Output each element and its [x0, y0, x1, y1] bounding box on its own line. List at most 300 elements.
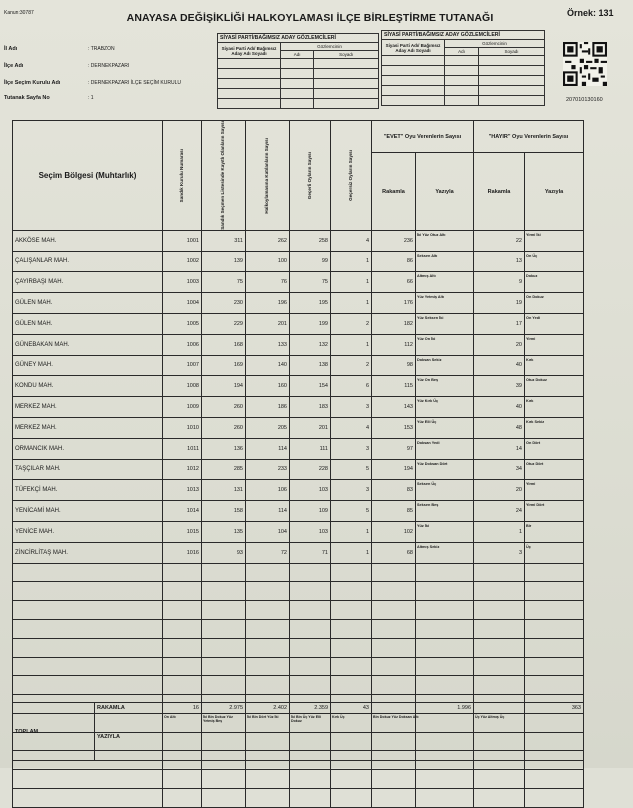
hayir-count: 40: [474, 397, 525, 418]
evet-text: Yüz Seksen İki: [416, 313, 474, 334]
empty-cell: [163, 563, 202, 582]
gecerli-count: 103: [290, 521, 331, 542]
gecersiz-count: 1: [331, 272, 372, 293]
table-row: [13, 313, 584, 334]
sandik-number: 1014: [163, 501, 202, 522]
region-name: ZİNCİRLİTAŞ MAH.: [13, 542, 163, 563]
gecersiz-count: 5: [331, 459, 372, 480]
sandik-number: 1002: [163, 251, 202, 272]
empty-cell: [246, 676, 290, 695]
empty-cell: [163, 638, 202, 657]
table-row: [13, 376, 584, 397]
kayitli-count: 168: [202, 334, 246, 355]
empty-cell: [202, 676, 246, 695]
empty-cell: [13, 638, 163, 657]
ornek-number: Örnek: 131: [567, 8, 614, 18]
evet-count: 102: [372, 521, 416, 542]
empty-cell: [246, 638, 290, 657]
hayir-count: 34: [474, 459, 525, 480]
empty-cell: [290, 563, 331, 582]
hayir-text: Kırk: [525, 355, 584, 376]
katilan-count: 114: [246, 438, 290, 459]
katilan-count: 114: [246, 501, 290, 522]
empty-cell: [331, 657, 372, 676]
hayir-count: 17: [474, 313, 525, 334]
kayitli-count: 285: [202, 459, 246, 480]
kayitli-count: 260: [202, 417, 246, 438]
hayir-count: 20: [474, 480, 525, 501]
empty-cell: [163, 789, 202, 808]
gecersiz-count: 1: [331, 293, 372, 314]
empty-cell: [331, 638, 372, 657]
kayitli-count: 93: [202, 542, 246, 563]
evet-text: Altmış Altı: [416, 272, 474, 293]
hayir-text: Yirmi: [525, 334, 584, 355]
evet-text: Yüz Elli Üç: [416, 417, 474, 438]
empty-cell: [246, 770, 290, 789]
evet-count: 236: [372, 230, 416, 251]
gecersiz-count: 4: [331, 230, 372, 251]
katilan-count: 186: [246, 397, 290, 418]
empty-cell: [290, 619, 331, 638]
observer-table-1: [217, 33, 379, 109]
empty-cell: [474, 657, 525, 676]
gecersiz-count: 3: [331, 480, 372, 501]
evet-text: İki Yüz Otuz Altı: [416, 230, 474, 251]
total-gecerli-yazi: İki Bin Üç Yüz Elli Dokuz: [290, 714, 331, 761]
empty-cell: [202, 563, 246, 582]
region-name: ORMANCIK MAH.: [13, 438, 163, 459]
empty-cell: [525, 601, 584, 620]
empty-cell: [202, 601, 246, 620]
empty-cell: [474, 563, 525, 582]
hayir-text: Dokuz: [525, 272, 584, 293]
gecerli-count: 99: [290, 251, 331, 272]
empty-row: [13, 563, 584, 582]
katilan-count: 106: [246, 480, 290, 501]
total-katilan: 2.402: [246, 703, 290, 714]
katilan-count: 233: [246, 459, 290, 480]
empty-row: [13, 619, 584, 638]
empty-cell: [202, 770, 246, 789]
empty-cell: [474, 676, 525, 695]
field-label-il: İl Adı: [4, 46, 18, 52]
col-evet-yaziyla: Yazıyla: [416, 153, 474, 230]
empty-cell: [246, 619, 290, 638]
empty-cell: [525, 619, 584, 638]
empty-cell: [246, 563, 290, 582]
hayir-text: Otuz Dört: [525, 459, 584, 480]
hayir-text: On Yedi: [525, 313, 584, 334]
evet-count: 143: [372, 397, 416, 418]
table-row: [13, 251, 584, 272]
col-evet-rakamla: Rakamla: [372, 153, 416, 230]
kayitli-count: 229: [202, 313, 246, 334]
field-value-sayfa: : 1: [88, 95, 94, 101]
table-row: [13, 459, 584, 480]
region-name: MERKEZ MAH.: [13, 397, 163, 418]
empty-cell: [331, 770, 372, 789]
field-value-il: : TRABZON: [88, 46, 115, 52]
empty-cell: [331, 676, 372, 695]
observer-col-adi: Adı: [281, 51, 314, 59]
gecersiz-count: 2: [331, 313, 372, 334]
empty-cell: [290, 657, 331, 676]
kayitli-count: 311: [202, 230, 246, 251]
sandik-number: 1013: [163, 480, 202, 501]
empty-row: [13, 657, 584, 676]
empty-cell: [13, 563, 163, 582]
katilan-count: 72: [246, 542, 290, 563]
table-row: [13, 230, 584, 251]
hayir-count: 14: [474, 438, 525, 459]
gecerli-count: 109: [290, 501, 331, 522]
hayir-text: Kırk Sekiz: [525, 417, 584, 438]
empty-cell: [290, 582, 331, 601]
empty-cell: [372, 657, 416, 676]
total-sandik: 16: [163, 703, 202, 714]
evet-count: 68: [372, 542, 416, 563]
empty-cell: [331, 619, 372, 638]
kayitli-count: 131: [202, 480, 246, 501]
region-name: ÇAYIRBAŞI MAH.: [13, 272, 163, 293]
observer-col-group-2: Gözlemcinin: [445, 40, 545, 48]
hayir-text: Kırk: [525, 397, 584, 418]
empty-cell: [474, 582, 525, 601]
evet-count: 86: [372, 251, 416, 272]
empty-cell: [416, 657, 474, 676]
total-hayir-yazi: Üç Yüz Altmış Üç: [474, 714, 584, 761]
hayir-text: Yirmi: [525, 480, 584, 501]
gecersiz-count: 1: [331, 521, 372, 542]
empty-cell: [331, 582, 372, 601]
col-region-header: Seçim Bölgesi (Muhtarlık): [13, 121, 163, 231]
total-gecersiz: 43: [331, 703, 372, 714]
field-label-kurul: İlçe Seçim Kurulu Adı: [4, 80, 61, 86]
field-value-kurul: : DERNEKPAZARI İLÇE SEÇİM KURULU: [88, 80, 181, 86]
empty-row: [13, 582, 584, 601]
hayir-count: 22: [474, 230, 525, 251]
sandik-number: 1004: [163, 293, 202, 314]
gecersiz-count: 1: [331, 542, 372, 563]
empty-cell: [246, 582, 290, 601]
observer-table-2: [381, 30, 545, 106]
empty-cell: [525, 770, 584, 789]
col-hayir-header: "HAYIR" Oyu Verenlerin Sayısı: [474, 121, 584, 153]
evet-text: Yüz Kırk Üç: [416, 397, 474, 418]
table-row: [13, 293, 584, 314]
region-name: ÇALIŞANLAR MAH.: [13, 251, 163, 272]
empty-cell: [474, 770, 525, 789]
gecerli-count: 199: [290, 313, 331, 334]
sandik-number: 1011: [163, 438, 202, 459]
evet-text: Yüz İki: [416, 521, 474, 542]
evet-count: 194: [372, 459, 416, 480]
empty-cell: [13, 601, 163, 620]
evet-count: 98: [372, 355, 416, 376]
observer-col-adi-2: Adı: [445, 48, 479, 56]
empty-cell: [13, 676, 163, 695]
empty-cell: [474, 601, 525, 620]
empty-cell: [163, 770, 202, 789]
sandik-number: 1009: [163, 397, 202, 418]
region-name: TAŞÇILAR MAH.: [13, 459, 163, 480]
table-row: [13, 272, 584, 293]
katilan-count: 104: [246, 521, 290, 542]
empty-cell: [331, 601, 372, 620]
toplam-label: TOPLAM: [13, 703, 95, 761]
empty-cell: [202, 657, 246, 676]
gecersiz-count: 3: [331, 438, 372, 459]
empty-cell: [416, 638, 474, 657]
observer-col-group: Gözlemcinin: [281, 43, 379, 51]
col-katilan-header: Halkoylamasına Katılanların Sayısı: [264, 137, 270, 214]
empty-cell: [163, 657, 202, 676]
gecersiz-count: 6: [331, 376, 372, 397]
kayitli-count: 230: [202, 293, 246, 314]
empty-cell: [290, 638, 331, 657]
empty-row: [13, 770, 584, 789]
evet-count: 176: [372, 293, 416, 314]
gecerli-count: 132: [290, 334, 331, 355]
evet-count: 153: [372, 417, 416, 438]
empty-row: [13, 676, 584, 695]
empty-cell: [372, 789, 416, 808]
empty-cell: [372, 582, 416, 601]
hayir-count: 40: [474, 355, 525, 376]
empty-cell: [525, 676, 584, 695]
empty-cell: [202, 789, 246, 808]
katilan-count: 201: [246, 313, 290, 334]
empty-cell: [525, 638, 584, 657]
total-sandik-yazi: On Altı: [163, 714, 202, 761]
table-row: [13, 480, 584, 501]
region-name: GÜLEN MAH.: [13, 293, 163, 314]
gecersiz-count: 1: [331, 334, 372, 355]
katilan-count: 100: [246, 251, 290, 272]
sandik-number: 1015: [163, 521, 202, 542]
empty-cell: [525, 563, 584, 582]
gecerli-count: 183: [290, 397, 331, 418]
evet-count: 83: [372, 480, 416, 501]
region-name: GÜNEBAKAN MAH.: [13, 334, 163, 355]
hayir-text: Yirmi İki: [525, 230, 584, 251]
empty-cell: [372, 601, 416, 620]
hayir-text: Otuz Dokuz: [525, 376, 584, 397]
kayitli-count: 158: [202, 501, 246, 522]
evet-count: 66: [372, 272, 416, 293]
region-name: YENİCE MAH.: [13, 521, 163, 542]
total-kayitli-yazi: İki Bin Dokuz Yüz Yetmiş Beş: [202, 714, 246, 761]
col-kayitli-header: Sandık Seçmen Listesinde Kayıtlı Olanların Sayısı: [220, 121, 226, 230]
empty-cell: [416, 563, 474, 582]
hayir-count: 1: [474, 521, 525, 542]
observer-col-party-2: Siyasi Parti Adı/ Bağımsız Aday Adı Soyadı: [382, 40, 445, 56]
total-evet: 1.996: [372, 703, 474, 714]
evet-count: 112: [372, 334, 416, 355]
table-row: [13, 355, 584, 376]
hayir-count: 39: [474, 376, 525, 397]
col-hayir-rakamla: Rakamla: [474, 153, 525, 230]
hayir-text: Yirmi Dört: [525, 501, 584, 522]
field-value-ilce: : DERNEKPAZARI: [88, 63, 130, 69]
empty-cell: [290, 601, 331, 620]
empty-cell: [416, 789, 474, 808]
empty-cell: [372, 563, 416, 582]
qr-code-icon: [563, 42, 607, 86]
total-evet-yazi: Bin Dokuz Yüz Doksan Altı: [372, 714, 474, 761]
evet-text: Altmış Sekiz: [416, 542, 474, 563]
sandik-number: 1010: [163, 417, 202, 438]
evet-text: Seksen Beş: [416, 501, 474, 522]
hayir-text: Bir: [525, 521, 584, 542]
table-row: [13, 438, 584, 459]
empty-cell: [372, 638, 416, 657]
observer-title: SİYASİ PARTİ/BAĞIMSIZ ADAY GÖZLEMCİLERİ: [218, 34, 379, 43]
gecerli-count: 195: [290, 293, 331, 314]
table-row: [13, 417, 584, 438]
col-evet-header: "EVET" Oyu Verenlerin Sayısı: [372, 121, 474, 153]
empty-cell: [416, 676, 474, 695]
sandik-number: 1005: [163, 313, 202, 334]
empty-cell: [163, 619, 202, 638]
total-kayitli: 2.975: [202, 703, 246, 714]
field-label-sayfa: Tutanak Sayfa No: [4, 95, 50, 101]
kayitli-count: 135: [202, 521, 246, 542]
empty-cell: [246, 789, 290, 808]
observer-col-party: Siyasi Parti Adı/ Bağımsız Aday Adı Soyadı: [218, 43, 281, 59]
empty-cell: [372, 619, 416, 638]
empty-cell: [331, 789, 372, 808]
empty-cell: [290, 676, 331, 695]
empty-cell: [331, 563, 372, 582]
sandik-number: 1007: [163, 355, 202, 376]
region-name: YENİCAMİ MAH.: [13, 501, 163, 522]
kayitli-count: 136: [202, 438, 246, 459]
evet-count: 85: [372, 501, 416, 522]
evet-text: Doksan Sekiz: [416, 355, 474, 376]
hayir-count: 3: [474, 542, 525, 563]
region-name: MERKEZ MAH.: [13, 417, 163, 438]
empty-cell: [13, 619, 163, 638]
empty-cell: [474, 789, 525, 808]
hayir-count: 9: [474, 272, 525, 293]
empty-cell: [246, 601, 290, 620]
region-name: AKKÖSE MAH.: [13, 230, 163, 251]
katilan-count: 133: [246, 334, 290, 355]
empty-cell: [416, 601, 474, 620]
evet-text: Yüz Yetmiş Altı: [416, 293, 474, 314]
sandik-number: 1008: [163, 376, 202, 397]
empty-cell: [474, 619, 525, 638]
gecerli-count: 138: [290, 355, 331, 376]
total-gecerli: 2.359: [290, 703, 331, 714]
empty-cell: [416, 582, 474, 601]
evet-count: 115: [372, 376, 416, 397]
katilan-count: 196: [246, 293, 290, 314]
total-hayir: 363: [474, 703, 584, 714]
region-name: GÜNEY MAH.: [13, 355, 163, 376]
empty-cell: [416, 619, 474, 638]
empty-cell: [474, 638, 525, 657]
hayir-count: 48: [474, 417, 525, 438]
gecersiz-count: 5: [331, 501, 372, 522]
hayir-count: 19: [474, 293, 525, 314]
col-sandik-header: Sandık Kurulu Numarası: [178, 148, 184, 203]
rakamla-label: RAKAMLA: [95, 703, 163, 714]
hayir-text: Üç: [525, 542, 584, 563]
empty-cell: [13, 789, 163, 808]
totals-table: [12, 702, 584, 761]
gecersiz-count: 3: [331, 397, 372, 418]
kayitli-count: 75: [202, 272, 246, 293]
empty-cell: [202, 619, 246, 638]
gecerli-count: 75: [290, 272, 331, 293]
sandik-number: 1001: [163, 230, 202, 251]
document-title: ANAYASA DEĞİŞİKLİĞİ HALKOYLAMASI İLÇE BİRLEŞTİRME TUTANAĞI: [126, 12, 494, 24]
hayir-text: On Üç: [525, 251, 584, 272]
gecerli-count: 228: [290, 459, 331, 480]
table-row: [13, 501, 584, 522]
evet-text: Seksen Üç: [416, 480, 474, 501]
empty-cell: [163, 582, 202, 601]
region-name: GÜLEN MAH.: [13, 313, 163, 334]
evet-text: Yüz On İki: [416, 334, 474, 355]
katilan-count: 76: [246, 272, 290, 293]
observer-col-soyadi-2: Soyadı: [479, 48, 545, 56]
empty-row: [13, 638, 584, 657]
hayir-text: On Dört: [525, 438, 584, 459]
empty-cell: [13, 770, 163, 789]
region-name: KONDU MAH.: [13, 376, 163, 397]
evet-text: Seksen Altı: [416, 251, 474, 272]
evet-text: Yüz On Beş: [416, 376, 474, 397]
gecerli-count: 154: [290, 376, 331, 397]
empty-cell: [525, 789, 584, 808]
gecerli-count: 71: [290, 542, 331, 563]
gecerli-count: 258: [290, 230, 331, 251]
gecersiz-count: 1: [331, 251, 372, 272]
field-label-ilce: İlçe Adı: [4, 63, 24, 69]
empty-cell: [246, 657, 290, 676]
table-row: [13, 397, 584, 418]
table-row: [13, 334, 584, 355]
empty-cell: [163, 676, 202, 695]
katilan-count: 160: [246, 376, 290, 397]
hayir-count: 13: [474, 251, 525, 272]
region-name: TÜFEKÇİ MAH.: [13, 480, 163, 501]
evet-count: 97: [372, 438, 416, 459]
empty-cell: [163, 601, 202, 620]
gecerli-count: 201: [290, 417, 331, 438]
kanun-number: Kanun:30787: [4, 10, 34, 16]
col-hayir-yaziyla: Yazıyla: [525, 153, 584, 230]
empty-row: [13, 789, 584, 808]
yaziyla-label: YAZIYLA: [95, 714, 163, 761]
evet-count: 182: [372, 313, 416, 334]
evet-text: Doksan Yedi: [416, 438, 474, 459]
kayitli-count: 169: [202, 355, 246, 376]
empty-row: [13, 601, 584, 620]
empty-cell: [290, 770, 331, 789]
col-gecerli-header: Geçerli Oyların Sayısı: [306, 151, 312, 199]
empty-cell: [525, 657, 584, 676]
katilan-count: 262: [246, 230, 290, 251]
sandik-number: 1012: [163, 459, 202, 480]
gecersiz-count: 2: [331, 355, 372, 376]
empty-cell: [416, 770, 474, 789]
table-row: [13, 521, 584, 542]
